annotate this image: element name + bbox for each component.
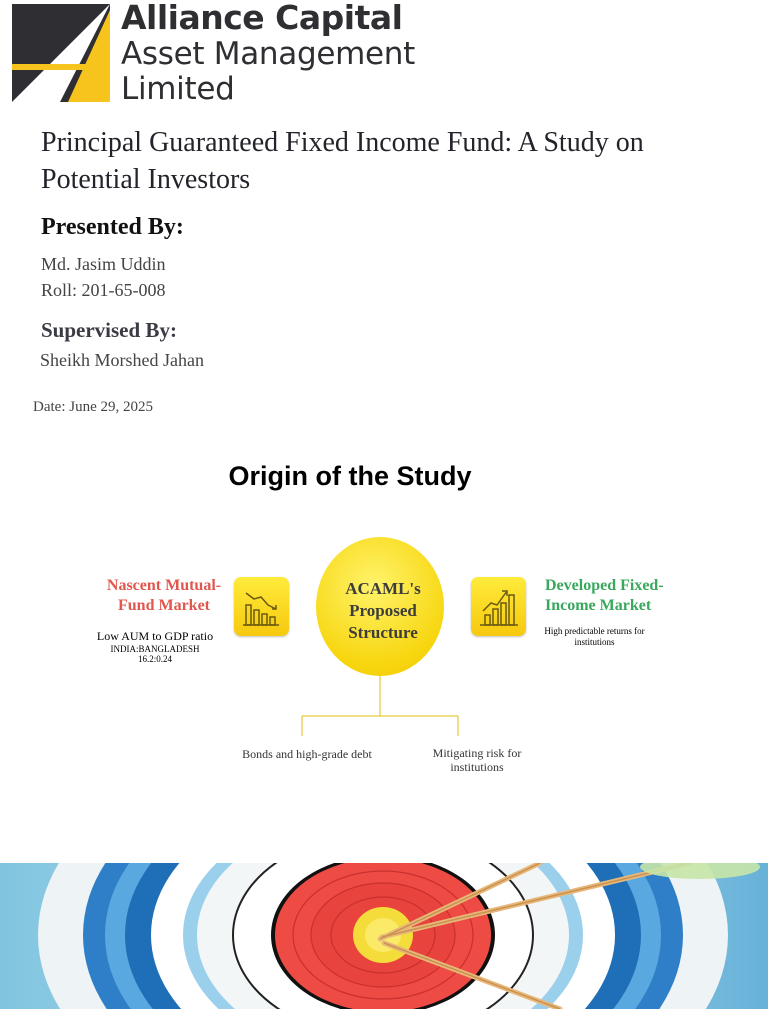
logo-text-line-3: Limited	[121, 71, 235, 107]
declining-bar-chart-icon	[234, 577, 289, 636]
developed-market-title: Developed Fixed-Income Market	[545, 577, 664, 614]
supervisor-name: Sheikh Morshed Jahan	[40, 350, 204, 370]
ratio-value: 16.2:0.24	[137, 654, 172, 664]
predictable-returns-note: High predictable returns for institutions	[544, 626, 645, 647]
india-bangladesh-ratio	[80, 644, 230, 664]
branch-mitigating-risk: Mitigating risk for institutions	[432, 746, 522, 774]
logo-text-line-2: Asset Management	[121, 36, 415, 72]
nascent-market-title: Nascent Mutual-Fund Market	[106, 577, 222, 614]
rising-bar-chart-icon	[471, 577, 526, 636]
ratio-label: INDIA:BANGLADESH	[110, 644, 200, 654]
document-title: Principal Guaranteed Fixed Income Fund: A Study on Potential Investors	[41, 127, 644, 195]
branch-bonds-debt: Bonds and high-grade debt	[242, 747, 372, 761]
aum-gdp-note: Low AUM to GDP ratio	[96, 629, 214, 643]
section-title: Origin of the Study	[228, 461, 472, 491]
document-date: Date: June 29, 2025	[33, 399, 153, 415]
supervised-by-heading: Supervised By:	[41, 318, 177, 342]
presenter-roll: Roll: 201-65-008	[41, 280, 166, 300]
presented-by-heading: Presented By:	[41, 214, 184, 240]
archery-target-image	[0, 863, 768, 1009]
proposed-structure-label: ACAML's Proposed Structure	[345, 579, 421, 642]
logo-text-line-1: Alliance Capital	[121, 0, 403, 37]
presenter-name: Md. Jasim Uddin	[41, 254, 166, 274]
company-logo-mark	[12, 4, 112, 104]
